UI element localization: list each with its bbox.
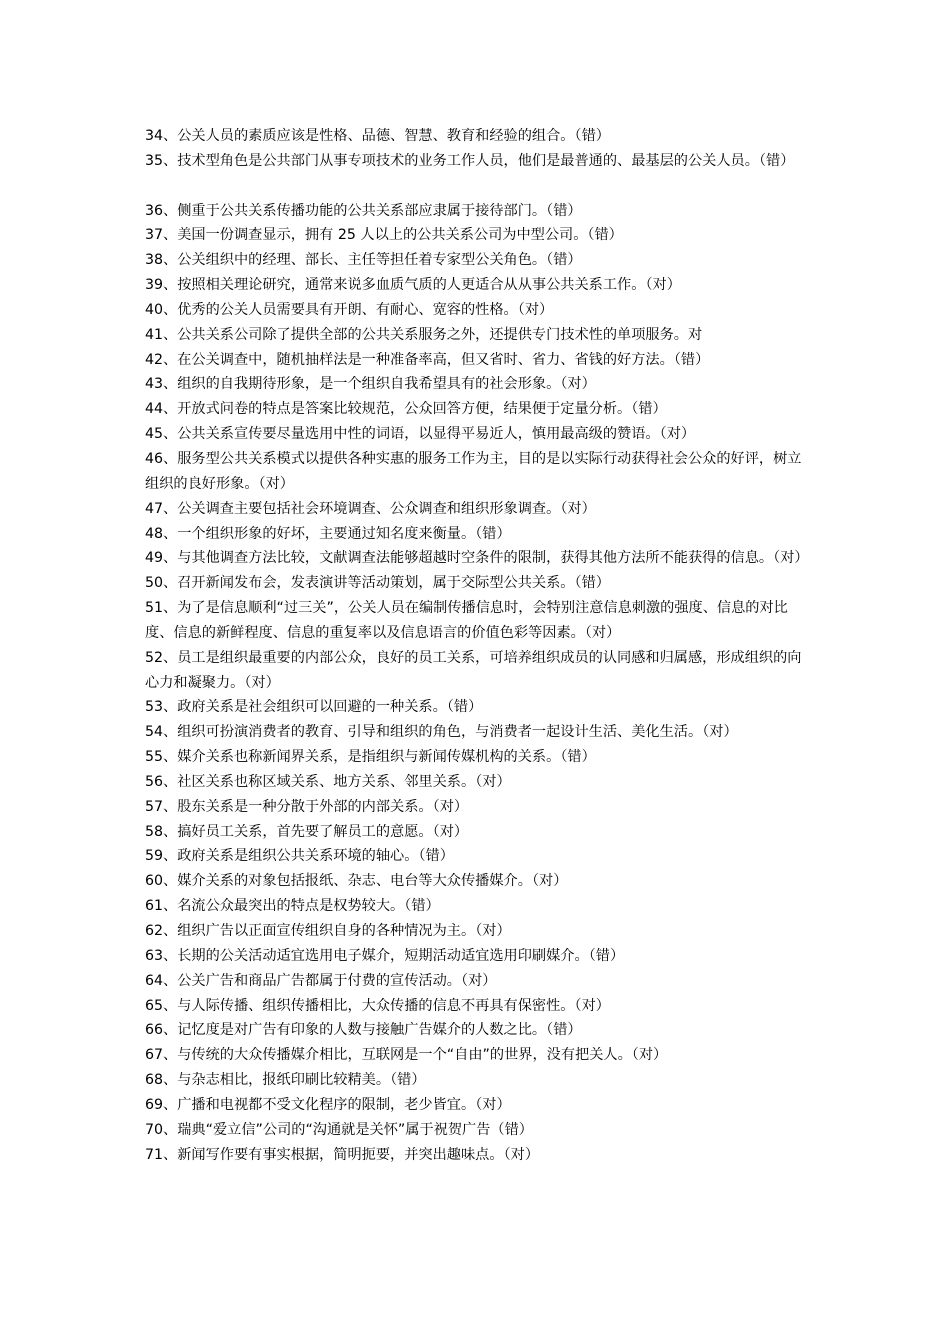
list-item: 47、公关调查主要包括社会环境调查、公众调查和组织形象调查。（对） (145, 500, 596, 517)
list-item: 60、媒介关系的对象包括报纸、杂志、电台等大众传播媒介。（对） (145, 873, 568, 890)
list-item: 38、公关组织中的经理、部长、主任等担任着专家型公关角色。（错） (145, 252, 582, 269)
list-item: 52、员工是组织最重要的内部公众，良好的员工关系，可培养组织成员的认同感和归属感，形成组织的向心力和凝聚力。（对） (145, 649, 802, 691)
list-item: 34、公关人员的素质应该是性格、品德、智慧、教育和经验的组合。（错） (145, 128, 610, 144)
list-item: 54、组织可扮演消费者的教育、引导和组织的角色，与消费者一起设计生活、美化生活。（对） (145, 724, 738, 741)
list-item: 69、广播和电视都不受文化程序的限制，老少皆宜。（对） (145, 1096, 511, 1113)
list-item: 57、股东关系是一种分散于外部的内部关系。（对） (145, 798, 469, 815)
list-item: 41、公共关系公司除了提供全部的公共关系服务之外，还提供专门技术性的单项服务。对 (145, 326, 703, 343)
list-item: 39、按照相关理论研究，通常来说多血质气质的人更适合从从事公共关系工作。（对） (145, 277, 681, 294)
list-item: 53、政府关系是社会组织可以回避的一种关系。（错） (145, 699, 483, 716)
list-item: 70、瑞典“爱立信”公司的“沟通就是关怀”属于祝贺广告（错） (145, 1121, 533, 1138)
list-item: 55、媒介关系也称新闻界关系，是指组织与新闻传媒机构的关系。（错） (145, 749, 596, 766)
list-item: 65、与人际传播、组织传播相比，大众传播的信息不再具有保密性。（对） (145, 997, 610, 1014)
list-item: 43、组织的自我期待形象，是一个组织自我希望具有的社会形象。（对） (145, 376, 596, 393)
list-item: 63、长期的公关活动适宜选用电子媒介，短期活动适宜选用印刷媒介。（错） (145, 947, 625, 964)
list-item: 64、公关广告和商品广告都属于付费的宣传活动。（对） (145, 972, 497, 989)
list-item: 48、一个组织形象的好坏，主要通过知名度来衡量。（错） (145, 525, 511, 542)
list-item: 51、为了是信息顺利“过三关”，公关人员在编制传播信息时，会特别注意信息刺激的强度、信息的对比度、信息的新鲜程度、信息的重复率以及信息语言的价值色彩等因素。（对） (145, 600, 788, 641)
question-list (145, 124, 815, 1167)
list-item: 36、侧重于公共关系传播功能的公共关系部应隶属于接待部门。（错） (145, 202, 582, 219)
list-item: 37、美国一份调查显示，拥有 25 人以上的公共关系公司为中型公司。（错） (145, 227, 623, 244)
list-item: 59、政府关系是组织公共关系环境的轴心。（错） (145, 848, 454, 865)
list-item: 68、与杂志相比，报纸印刷比较精美。（错） (145, 1072, 426, 1089)
list-item: 50、召开新闻发布会，发表演讲等活动策划，属于交际型公共关系。（错） (145, 575, 610, 592)
list-item: 42、在公关调查中，随机抽样法是一种准备率高，但又省时、省力、省钱的好方法。（错） (145, 351, 710, 368)
list-item: 56、社区关系也称区域关系、地方关系、邻里关系。（对） (145, 773, 511, 790)
list-item: 71、新闻写作要有事实根据，简明扼要，并突出趣味点。（对） (145, 1146, 540, 1163)
list-item: 67、与传统的大众传播媒介相比，互联网是一个“自由”的世界，没有把关人。（对） (145, 1047, 668, 1064)
list-item: 66、记忆度是对广告有印象的人数与接触广告媒介的人数之比。（错） (145, 1022, 582, 1039)
list-item: 58、搞好员工关系，首先要了解员工的意愿。（对） (145, 823, 469, 840)
list-item: 44、开放式问卷的特点是答案比较规范，公众回答方便，结果便于定量分析。（错） (145, 401, 667, 418)
list-item: 40、优秀的公关人员需要具有开朗、有耐心、宽容的性格。（对） (145, 301, 554, 318)
list-item: 62、组织广告以正面宣传组织自身的各种情况为主。（对） (145, 923, 511, 939)
list-item: 45、公共关系宣传要尽量选用中性的词语，以显得平易近人，慎用最高级的赞语。（对） (145, 426, 696, 443)
blank-line (145, 174, 815, 199)
list-item: 46、服务型公共关系模式以提供各种实惠的服务工作为主，目的是以实际行动获得社会公众的好评，树立组织的良好形象。（对） (145, 450, 802, 492)
list-item: 61、名流公众最突出的特点是权势较大。（错） (145, 898, 440, 915)
list-item: 35、技术型角色是公共部门从事专项技术的业务工作人员，他们是最普通的、最基层的公关人员。（错） (145, 152, 795, 169)
list-item: 49、与其他调查方法比较，文献调查法能够超越时空条件的限制，获得其他方法所不能获得的信息。（对） (145, 550, 809, 567)
